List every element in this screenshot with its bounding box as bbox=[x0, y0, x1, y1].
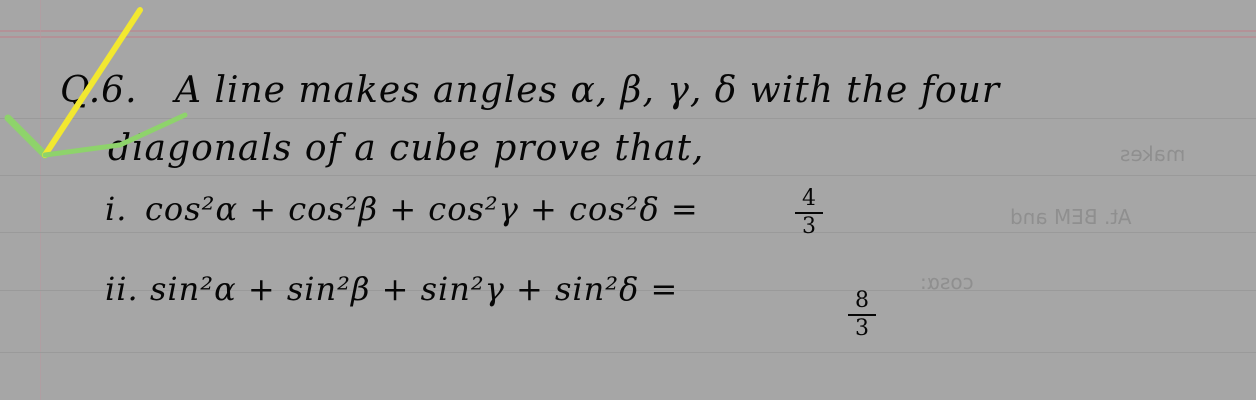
part-i-expression: cos²α + cos²β + cos²γ + cos²δ = bbox=[145, 190, 699, 228]
part-i-fraction bbox=[795, 188, 823, 238]
ruled-line bbox=[0, 232, 1256, 233]
bleed-through-text: makes bbox=[1120, 142, 1186, 166]
part-i-numerator: 4 bbox=[802, 186, 816, 211]
bleed-through-text: At. BEM and bbox=[1010, 205, 1132, 229]
part-ii-numerator: 8 bbox=[855, 288, 869, 313]
bleed-through-text: cosα: bbox=[920, 270, 974, 294]
part-ii-denominator: 3 bbox=[855, 316, 869, 341]
part-ii-expression: sin²α + sin²β + sin²γ + sin²δ = bbox=[150, 270, 679, 308]
part-ii-fraction bbox=[848, 290, 876, 340]
problem-number: Q.6. bbox=[60, 70, 138, 111]
checkmark-icon bbox=[0, 0, 200, 200]
part-i-denominator: 3 bbox=[802, 214, 816, 239]
checkmark-yellow-stroke bbox=[45, 10, 140, 155]
part-i-label: i. bbox=[105, 190, 128, 228]
checkmark-green-stroke bbox=[8, 118, 45, 155]
ruled-line bbox=[0, 352, 1256, 353]
problem-line-1: A line makes angles α, β, γ, δ with the four bbox=[175, 70, 1001, 111]
part-ii-label: ii. bbox=[105, 270, 139, 308]
problem-line-2: diagonals of a cube prove that, bbox=[108, 128, 705, 169]
